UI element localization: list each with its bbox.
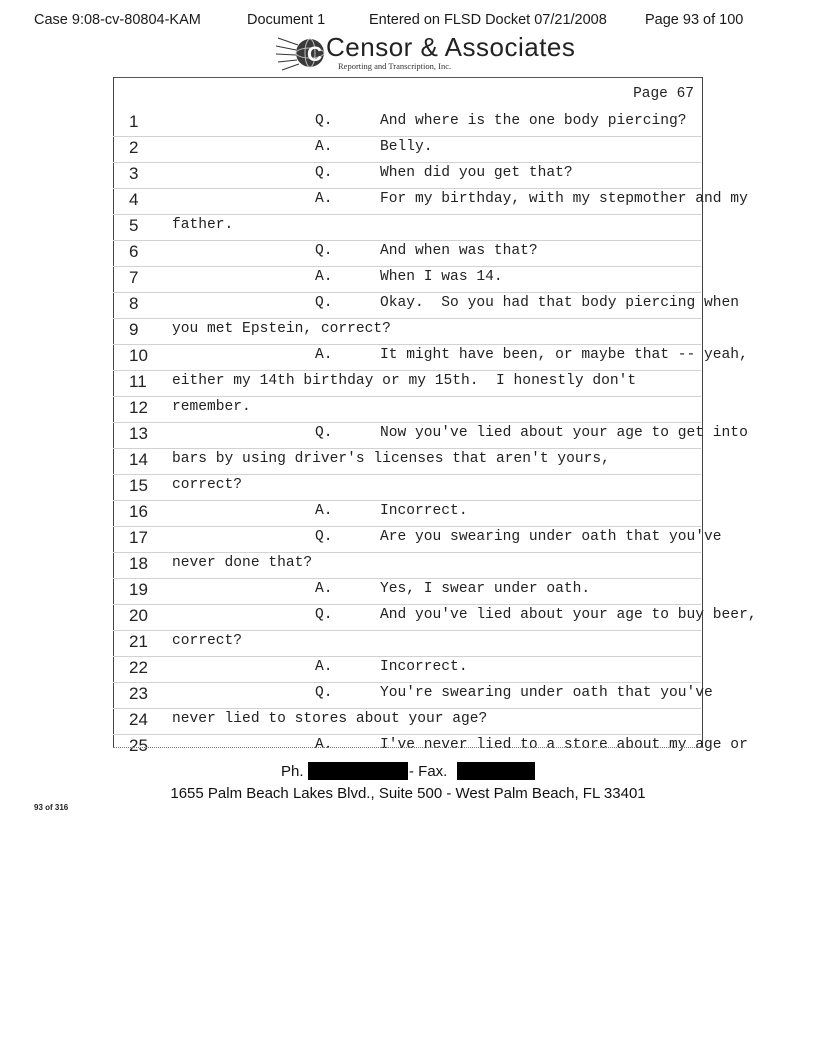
line-number: 20: [129, 606, 148, 625]
line-text: Yes, I swear under oath.: [380, 581, 591, 597]
company-name: Censor & Associates: [326, 32, 576, 62]
speaker-label: A.: [315, 347, 333, 363]
line-text: father.: [172, 217, 234, 233]
line-number: 19: [129, 580, 148, 599]
line-text: And where is the one body piercing?: [380, 113, 687, 129]
speaker-label: Q.: [315, 295, 333, 311]
line-rule: [113, 214, 701, 215]
line-text: I've never lied to a store about my age or: [380, 737, 748, 753]
speaker-label: A.: [315, 191, 333, 207]
line-rule: [113, 552, 701, 553]
line-number: 3: [129, 164, 139, 183]
line-rule: [113, 422, 701, 423]
line-text: When did you get that?: [380, 165, 573, 181]
line-text: bars by using driver's licenses that aren't yours,: [172, 451, 610, 467]
line-rule: [113, 292, 701, 293]
transcript-line: [113, 580, 701, 606]
speaker-label: A.: [315, 737, 333, 753]
line-rule: [113, 162, 701, 163]
line-number: 21: [129, 632, 148, 651]
transcript-line: [113, 450, 701, 476]
line-number: 4: [129, 190, 139, 209]
transcript-line: [113, 476, 701, 502]
line-number: 5: [129, 216, 139, 235]
transcript-line: [113, 320, 701, 346]
line-number: 23: [129, 684, 148, 703]
line-number: 11: [129, 372, 147, 391]
speaker-label: A.: [315, 269, 333, 285]
line-text: Belly.: [380, 139, 433, 155]
line-text: correct?: [172, 633, 243, 649]
line-text: When I was 14.: [380, 269, 503, 285]
pdf-page-count: 93 of 316: [34, 803, 69, 812]
line-number: 22: [129, 658, 148, 677]
line-rule: [113, 604, 701, 605]
line-text: Now you've lied about your age to get into: [380, 425, 748, 441]
transcript-line: [113, 606, 757, 632]
line-rule: [113, 370, 701, 371]
case-number: Case 9:08-cv-80804-KAM: [34, 12, 201, 28]
line-number: 25: [129, 736, 148, 755]
line-number: 9: [129, 320, 139, 339]
line-number: 15: [129, 476, 148, 495]
line-number: 14: [129, 450, 148, 469]
phone-label: Ph.: [281, 763, 304, 780]
transcript-line: [113, 736, 748, 762]
line-rule: [113, 344, 701, 345]
reporter-logo: [276, 30, 576, 76]
transcript-line: [113, 346, 748, 372]
line-rule: [113, 136, 701, 137]
line-text: For my birthday, with my stepmother and my: [380, 191, 748, 207]
speaker-label: A.: [315, 581, 333, 597]
fax-label: - Fax.: [409, 763, 448, 780]
line-number: 18: [129, 554, 148, 573]
line-text: either my 14th birthday or my 15th. I honestly don't: [172, 373, 637, 389]
line-number: 24: [129, 710, 148, 729]
line-rule: [113, 188, 701, 189]
speaker-label: Q.: [315, 425, 333, 441]
line-text: Incorrect.: [380, 659, 468, 675]
line-rule: [113, 396, 701, 397]
transcript-line: [113, 398, 701, 424]
page-frame-bottom-border: [113, 747, 703, 748]
line-text: Are you swearing under oath that you've: [380, 529, 722, 545]
company-subtitle: Reporting and Transcription, Inc.: [338, 61, 452, 71]
transcript-line: [113, 242, 701, 268]
speaker-label: Q.: [315, 529, 333, 545]
speaker-label: A.: [315, 659, 333, 675]
redacted-fax: [457, 762, 535, 780]
line-number: 1: [129, 112, 139, 131]
line-rule: [113, 266, 701, 267]
line-number: 8: [129, 294, 139, 313]
docket-entry: Entered on FLSD Docket 07/21/2008: [369, 12, 607, 28]
transcript-page-label: Page 67: [633, 86, 694, 102]
line-number: 6: [129, 242, 139, 261]
line-number: 10: [129, 346, 148, 365]
line-number: 17: [129, 528, 148, 547]
transcript-line: [113, 502, 701, 528]
line-rule: [113, 708, 701, 709]
line-rule: [113, 240, 701, 241]
speaker-label: A.: [315, 503, 333, 519]
transcript-line: [113, 112, 701, 138]
transcript-line: [113, 632, 701, 658]
line-text: remember.: [172, 399, 251, 415]
line-text: Okay. So you had that body piercing when: [380, 295, 740, 311]
line-rule: [113, 318, 701, 319]
line-number: 12: [129, 398, 148, 417]
transcript-line: [113, 424, 748, 450]
speaker-label: Q.: [315, 243, 333, 259]
transcript-line: [113, 216, 701, 242]
document-number: Document 1: [247, 12, 326, 28]
line-text: Incorrect.: [380, 503, 468, 519]
transcript-line: [113, 294, 740, 320]
docket-page-number: Page 93 of 100: [645, 12, 744, 28]
line-rule: [113, 500, 701, 501]
line-rule: [113, 656, 701, 657]
line-text: you met Epstein, correct?: [172, 321, 391, 337]
speaker-label: Q.: [315, 607, 333, 623]
line-text: never done that?: [172, 555, 313, 571]
transcript-line: [113, 658, 701, 684]
redacted-phone: [308, 762, 408, 780]
line-text: correct?: [172, 477, 243, 493]
line-text: never lied to stores about your age?: [172, 711, 488, 727]
line-number: 16: [129, 502, 148, 521]
transcript-line: [113, 268, 701, 294]
line-number: 2: [129, 138, 139, 157]
line-rule: [113, 630, 701, 631]
line-rule: [113, 682, 701, 683]
line-rule: [113, 734, 701, 735]
transcript-line: [113, 528, 722, 554]
line-text: It might have been, or maybe that -- yeah,: [380, 347, 748, 363]
transcript-line: [113, 710, 701, 736]
speaker-label: Q.: [315, 685, 333, 701]
line-text: And when was that?: [380, 243, 538, 259]
line-rule: [113, 474, 701, 475]
transcript-line: [113, 164, 701, 190]
line-text: And you've lied about your age to buy beer,: [380, 607, 757, 623]
transcript-line: [113, 684, 713, 710]
svg-text:C: C: [307, 43, 323, 66]
speaker-label: A.: [315, 139, 333, 155]
address-line: 1655 Palm Beach Lakes Blvd., Suite 500 - West Palm Beach, FL 33401: [170, 785, 646, 802]
line-number: 13: [129, 424, 148, 443]
line-rule: [113, 448, 701, 449]
line-rule: [113, 578, 701, 579]
transcript-line: [113, 138, 701, 164]
speaker-label: Q.: [315, 113, 333, 129]
line-rule: [113, 526, 701, 527]
speaker-label: Q.: [315, 165, 333, 181]
line-text: You're swearing under oath that you've: [380, 685, 713, 701]
line-number: 7: [129, 268, 139, 287]
transcript-line: [113, 190, 748, 216]
transcript-line: [113, 554, 701, 580]
transcript-line: [113, 372, 701, 398]
